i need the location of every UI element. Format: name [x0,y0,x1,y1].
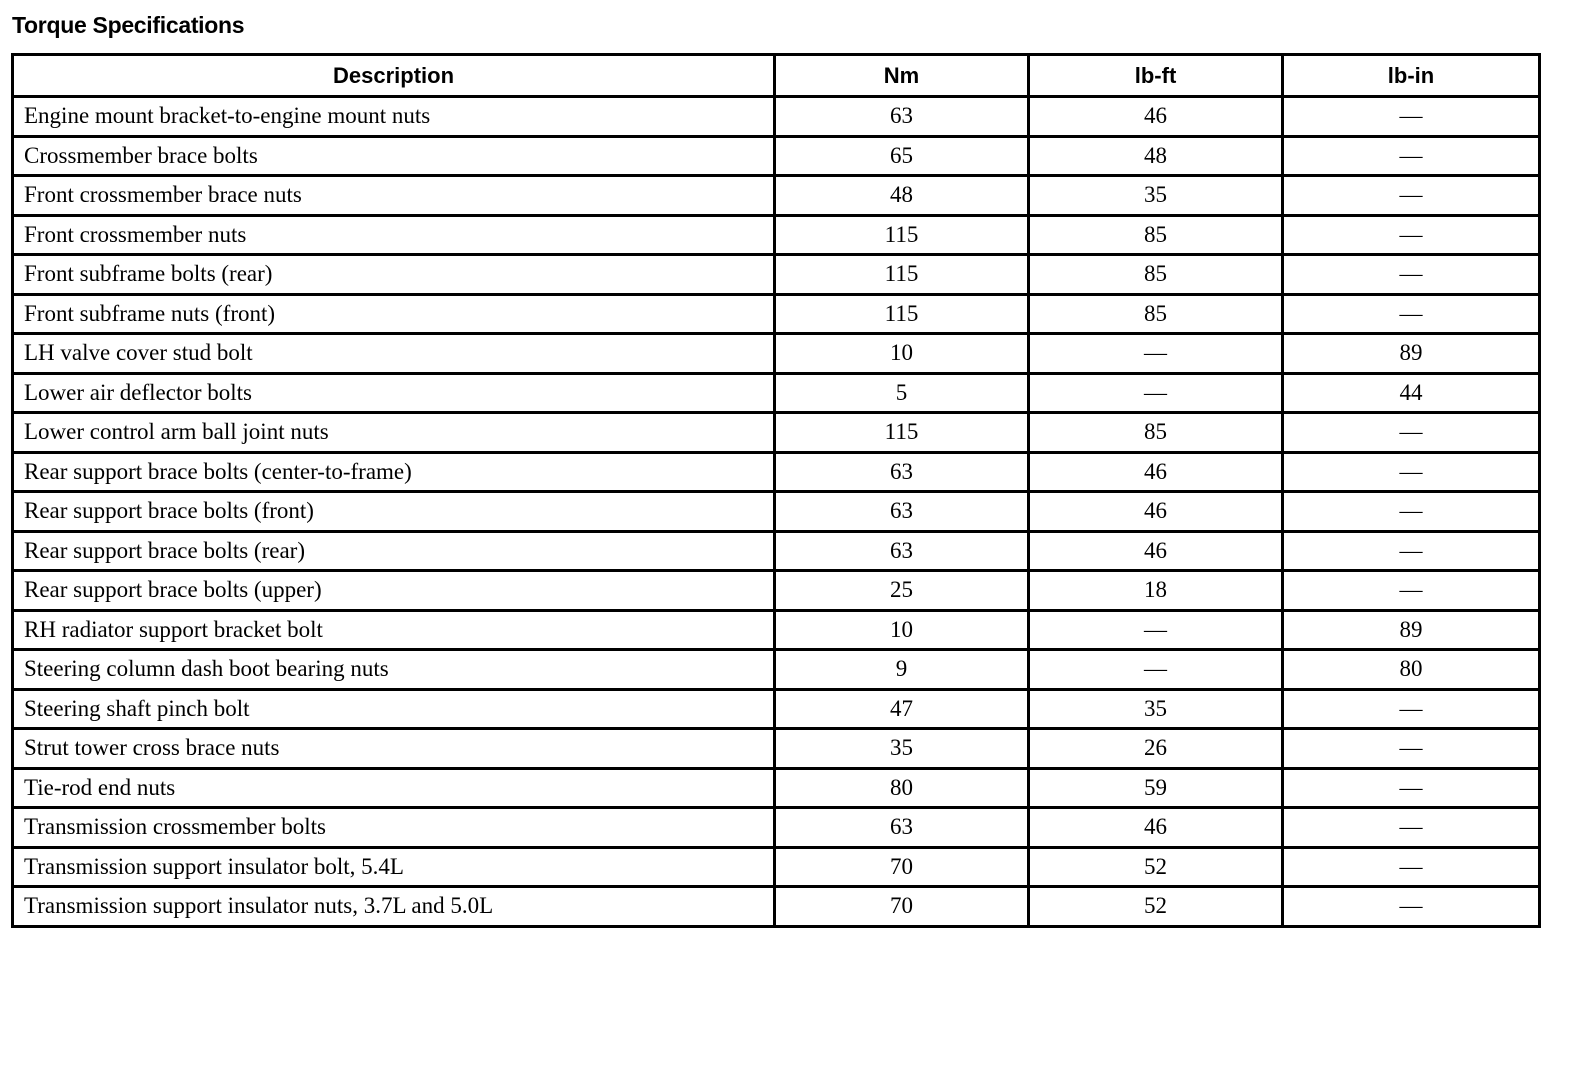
cell-lbin: — [1283,492,1540,532]
table-row [13,887,1540,927]
cell-lbin: — [1283,689,1540,729]
cell-lbft: — [1029,650,1283,690]
column-header-lbft: lb-ft [1029,55,1283,97]
cell-nm: 63 [775,531,1029,571]
cell-lbft: 35 [1029,689,1283,729]
table-row [13,255,1540,295]
cell-nm: 115 [775,413,1029,453]
cell-lbft: 85 [1029,255,1283,295]
cell-lbin: — [1283,452,1540,492]
cell-nm: 35 [775,729,1029,769]
cell-nm: 47 [775,689,1029,729]
cell-nm: 48 [775,176,1029,216]
cell-lbin: 80 [1283,650,1540,690]
cell-lbin: — [1283,847,1540,887]
cell-lbft: 85 [1029,413,1283,453]
cell-description: Front crossmember brace nuts [13,176,775,216]
cell-lbin: — [1283,97,1540,137]
cell-description: Rear support brace bolts (front) [13,492,775,532]
table-row [13,729,1540,769]
column-header-lbin: lb-in [1283,55,1540,97]
cell-nm: 70 [775,887,1029,927]
table-row [13,808,1540,848]
cell-description: Rear support brace bolts (center-to-frame) [13,452,775,492]
cell-lbft: 46 [1029,492,1283,532]
page-title: Torque Specifications [12,12,245,38]
cell-nm: 63 [775,97,1029,137]
cell-lbft: 59 [1029,768,1283,808]
cell-lbin: 44 [1283,373,1540,413]
cell-lbft: — [1029,373,1283,413]
cell-description: Transmission support insulator nuts, 3.7L and 5.0L [13,887,775,927]
cell-lbft: 85 [1029,215,1283,255]
table-row [13,492,1540,532]
cell-description: Crossmember brace bolts [13,136,775,176]
cell-description: Transmission crossmember bolts [13,808,775,848]
cell-nm: 10 [775,610,1029,650]
cell-description: Steering shaft pinch bolt [13,689,775,729]
cell-description: Front crossmember nuts [13,215,775,255]
cell-nm: 115 [775,255,1029,295]
cell-description: RH radiator support bracket bolt [13,610,775,650]
table-header-row [13,55,1540,97]
table-row [13,531,1540,571]
cell-nm: 115 [775,294,1029,334]
cell-description: Strut tower cross brace nuts [13,729,775,769]
cell-lbft: 46 [1029,808,1283,848]
cell-lbft: 18 [1029,571,1283,611]
cell-lbin: — [1283,215,1540,255]
cell-lbft: 46 [1029,531,1283,571]
table-row [13,413,1540,453]
cell-description: Lower air deflector bolts [13,373,775,413]
cell-nm: 10 [775,334,1029,374]
cell-lbft: 26 [1029,729,1283,769]
cell-nm: 5 [775,373,1029,413]
cell-lbft: 35 [1029,176,1283,216]
cell-description: Front subframe bolts (rear) [13,255,775,295]
cell-description: Rear support brace bolts (upper) [13,571,775,611]
table-row [13,650,1540,690]
table-row [13,373,1540,413]
cell-lbin: 89 [1283,610,1540,650]
table-row [13,97,1540,137]
torque-spec-table [11,53,1541,928]
cell-lbft: — [1029,334,1283,374]
table-row [13,176,1540,216]
table-row [13,689,1540,729]
table-row [13,136,1540,176]
cell-description: Steering column dash boot bearing nuts [13,650,775,690]
table-row [13,571,1540,611]
cell-lbin: — [1283,808,1540,848]
cell-lbin: 89 [1283,334,1540,374]
cell-nm: 63 [775,808,1029,848]
cell-description: Rear support brace bolts (rear) [13,531,775,571]
cell-description: LH valve cover stud bolt [13,334,775,374]
table-row [13,452,1540,492]
cell-nm: 80 [775,768,1029,808]
table-row [13,294,1540,334]
cell-lbin: — [1283,255,1540,295]
cell-lbin: — [1283,887,1540,927]
cell-lbin: — [1283,531,1540,571]
cell-description: Tie-rod end nuts [13,768,775,808]
cell-description: Transmission support insulator bolt, 5.4L [13,847,775,887]
cell-lbin: — [1283,136,1540,176]
cell-lbft: 52 [1029,847,1283,887]
cell-nm: 63 [775,492,1029,532]
cell-lbin: — [1283,294,1540,334]
cell-lbft: 46 [1029,97,1283,137]
column-header-description: Description [13,55,775,97]
cell-description: Engine mount bracket-to-engine mount nuts [13,97,775,137]
table-row [13,215,1540,255]
table-row [13,610,1540,650]
cell-lbft: — [1029,610,1283,650]
column-header-nm: Nm [775,55,1029,97]
cell-nm: 63 [775,452,1029,492]
cell-nm: 115 [775,215,1029,255]
cell-description: Front subframe nuts (front) [13,294,775,334]
table-row [13,847,1540,887]
cell-lbin: — [1283,768,1540,808]
table-row [13,768,1540,808]
cell-lbin: — [1283,729,1540,769]
cell-lbin: — [1283,413,1540,453]
cell-lbin: — [1283,571,1540,611]
cell-nm: 65 [775,136,1029,176]
cell-nm: 9 [775,650,1029,690]
table-row [13,334,1540,374]
cell-lbft: 46 [1029,452,1283,492]
cell-lbft: 85 [1029,294,1283,334]
cell-lbft: 48 [1029,136,1283,176]
cell-nm: 25 [775,571,1029,611]
cell-nm: 70 [775,847,1029,887]
cell-lbft: 52 [1029,887,1283,927]
cell-description: Lower control arm ball joint nuts [13,413,775,453]
cell-lbin: — [1283,176,1540,216]
